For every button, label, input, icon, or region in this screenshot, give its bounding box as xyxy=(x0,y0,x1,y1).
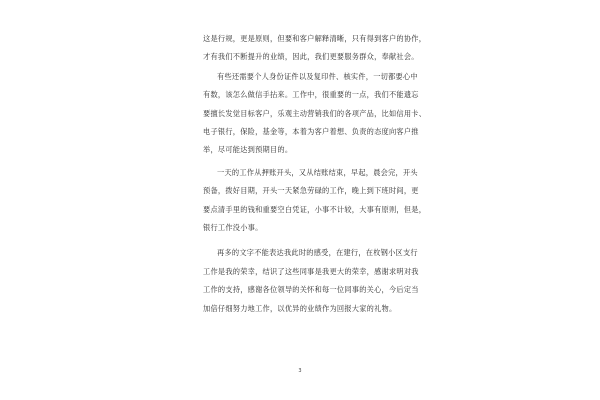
paragraph-1 xyxy=(203,30,427,67)
page-number: 3 xyxy=(298,368,302,374)
text-line: 要擅长发觉目标客户，乐观主动营销我们的各项产品，比如信用卡、 xyxy=(203,108,427,118)
paragraph-3 xyxy=(203,164,427,238)
text-line: 再多的文字不能表达我此时的感受，在建行，在枚钢小区支行 xyxy=(217,248,418,258)
text-line: 有些还需要个人身份证件以及复印件、核实件，一切都要心中 xyxy=(217,71,418,81)
document-body xyxy=(203,30,427,318)
text-line: 有数，该怎么做信手拈来。工作中，很重要的一点，我们不能遗忘 xyxy=(203,90,419,100)
paragraph-2 xyxy=(203,68,427,160)
text-line: 这是行规，更是原则，但要和客户解释清晰，只有得到客户的协作， xyxy=(203,34,427,43)
text-line: 一天的工作从押账开头，又从结账结束，早起，晨会完，开头 xyxy=(217,167,418,177)
text-line: 加倍仔细努力地工作，以优异的业绩作为回报大家的礼物。 xyxy=(203,303,397,313)
text-line: 工作的支持，感谢各位领导的关怀和每一位同事的关心，今后定当 xyxy=(203,285,419,295)
text-line: 举，尽可能达到预期目的。 xyxy=(203,145,293,155)
text-line: 工作是我的荣幸，结识了这些同事是我更大的荣幸，感谢求明对我 xyxy=(203,266,419,276)
text-line: 预备，拨好目期，开头一天紧急劳碌的工作，晚上到下班时间，更 xyxy=(203,186,419,196)
text-line: 银行工作没小事。 xyxy=(203,223,263,233)
text-line: 才有我们不断提升的业绩，因此，我们更要服务群众，奉献社会。 xyxy=(203,52,419,62)
paragraph-4 xyxy=(203,244,419,318)
text-line: 要点清手里的钱和重要空白凭证，小事不计较，大事有原则，但是， xyxy=(203,204,427,214)
text-line: 电子银行，保险，基金等，本着为客户着想、负责的态度向客户推 xyxy=(203,127,419,137)
